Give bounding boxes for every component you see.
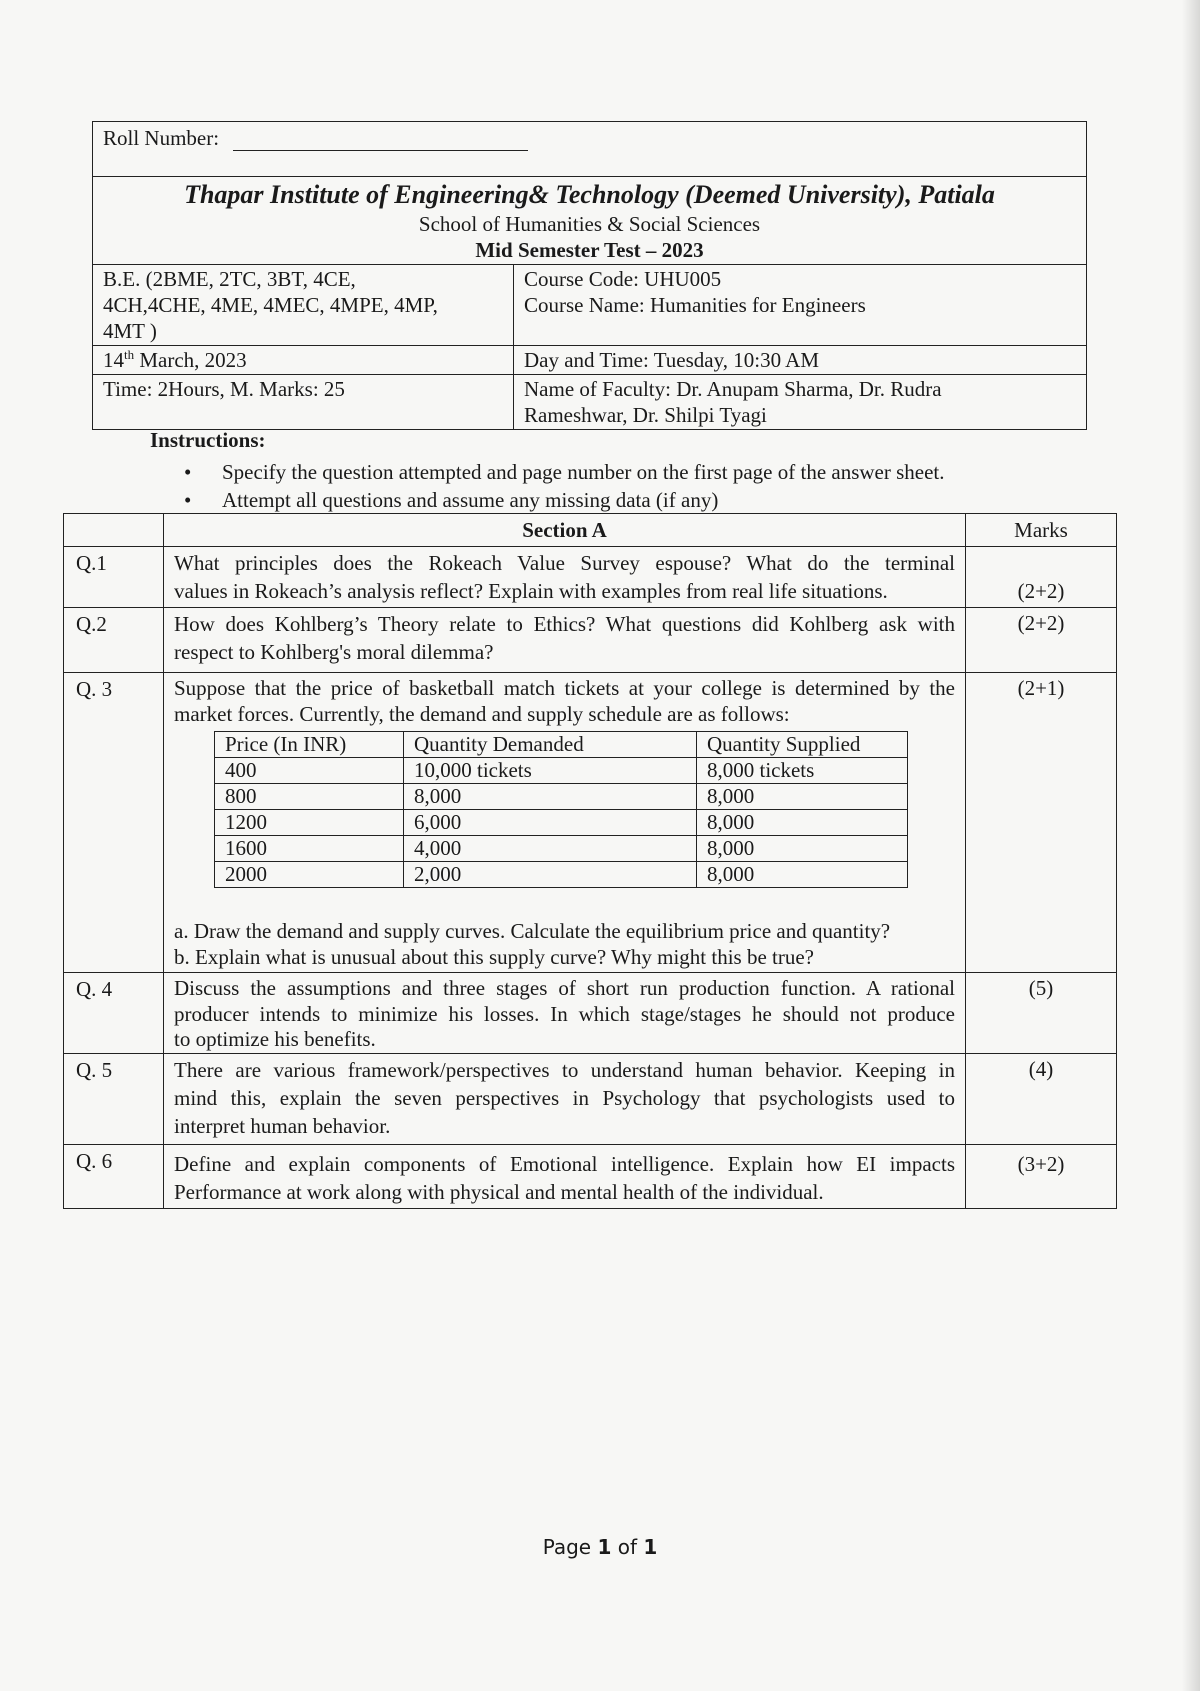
date-day: 14 — [103, 348, 124, 372]
price-cell: 1600 — [215, 836, 404, 862]
demand-cell: 4,000 — [404, 836, 697, 862]
faculty-line: Name of Faculty: Dr. Anupam Sharma, Dr. Rudra — [524, 377, 942, 401]
page-middle: of — [611, 1535, 644, 1559]
question-marks: (3+2) — [966, 1145, 1117, 1209]
question-text — [164, 1145, 966, 1209]
question-text — [164, 1054, 966, 1145]
time-marks-cell: Time: 2Hours, M. Marks: 25 — [93, 375, 514, 430]
question-line: interpret human behavior. — [174, 1114, 391, 1138]
marks-header: Marks — [966, 514, 1117, 547]
instruction-text: Attempt all questions and assume any missing data (if any) — [222, 488, 719, 512]
question-line: Performance at work along with physical and mental health of the individual. — [174, 1180, 824, 1204]
question-line: producer intends to minimize his losses. In which stage/stages he should not produce — [174, 1002, 955, 1026]
roll-number-label: Roll Number: — [103, 126, 220, 150]
instructions-list — [184, 458, 945, 514]
question-row-q3 — [64, 673, 1117, 973]
question-text — [164, 673, 966, 973]
course-name: Course Name: Humanities for Engineers — [524, 293, 866, 317]
schedule-row — [215, 862, 908, 888]
question-marks: (4) — [966, 1054, 1117, 1145]
schedule-header: Quantity Demanded — [404, 732, 697, 758]
question-parts — [174, 918, 955, 970]
question-line: market forces. Currently, the demand and supply schedule are as follows: — [174, 702, 790, 726]
qno-header — [64, 514, 164, 547]
page-total: 1 — [643, 1535, 658, 1559]
question-line: respect to Kohlberg's moral dilemma? — [174, 640, 494, 664]
demand-cell: 6,000 — [404, 810, 697, 836]
date-suffix: th — [124, 347, 135, 362]
schedule-row — [215, 784, 908, 810]
question-number: Q. 6 — [64, 1145, 164, 1209]
question-line: Suppose that the price of basketball match tickets at your college is determined by the — [174, 676, 955, 700]
section-header-row — [64, 514, 1117, 547]
question-number: Q. 4 — [64, 973, 164, 1054]
faculty-cell — [514, 375, 1087, 430]
info-row — [93, 375, 1086, 430]
demand-supply-table — [214, 731, 908, 888]
page-current: 1 — [597, 1535, 612, 1559]
date-rest: March, 2023 — [134, 348, 247, 372]
course-info-table — [93, 264, 1086, 429]
question-row-q2 — [64, 608, 1117, 673]
question-line: to optimize his benefits. — [174, 1027, 376, 1051]
schedule-row — [215, 758, 908, 784]
supply-cell: 8,000 — [697, 862, 908, 888]
question-text — [164, 608, 966, 673]
roll-number-blank — [233, 150, 528, 151]
demand-cell: 8,000 — [404, 784, 697, 810]
questions-table — [63, 513, 1117, 1209]
question-marks: (2+1) — [966, 673, 1117, 973]
instruction-text: Specify the question attempted and page number on the first page of the answer sheet. — [222, 460, 945, 484]
question-text — [164, 973, 966, 1054]
question-line: How does Kohlberg’s Theory relate to Ethics? What questions did Kohlberg ask with — [174, 612, 955, 636]
title-block — [93, 177, 1086, 264]
question-row-q6 — [64, 1145, 1117, 1209]
demand-cell: 2,000 — [404, 862, 697, 888]
school-name: School of Humanities & Social Sciences — [418, 212, 761, 236]
supply-cell: 8,000 — [697, 810, 908, 836]
scan-edge-shadow — [1182, 0, 1200, 1691]
instructions-title: Instructions: — [150, 428, 266, 452]
info-row — [93, 265, 1086, 346]
test-title: Mid Semester Test – 2023 — [475, 238, 704, 262]
schedule-header-row — [215, 732, 908, 758]
programs-cell — [93, 265, 514, 346]
schedule-row — [215, 836, 908, 862]
question-line: values in Rokeach’s analysis reflect? Explain with examples from real life situations. — [174, 579, 888, 603]
faculty-line: Rameshwar, Dr. Shilpi Tyagi — [524, 403, 767, 427]
price-cell: 2000 — [215, 862, 404, 888]
question-row-q1 — [64, 547, 1117, 608]
question-row-q5 — [64, 1054, 1117, 1145]
page-number — [0, 1535, 1200, 1559]
roll-number-row — [93, 122, 1086, 177]
instruction-item — [184, 458, 945, 486]
question-part: a. Draw the demand and supply curves. Calculate the equilibrium price and quantity? — [174, 919, 891, 943]
programs-line: 4CH,4CHE, 4ME, 4MEC, 4MPE, 4MP, — [103, 293, 438, 317]
date-cell — [93, 346, 514, 375]
supply-cell: 8,000 tickets — [697, 758, 908, 784]
price-cell: 800 — [215, 784, 404, 810]
question-part: b. Explain what is unusual about this supply curve? Why might this be true? — [174, 945, 815, 969]
question-marks: (2+2) — [966, 547, 1117, 608]
day-time-cell: Day and Time: Tuesday, 10:30 AM — [514, 346, 1087, 375]
question-line: Discuss the assumptions and three stages of short run production function. A rational — [174, 976, 955, 1000]
question-number: Q. 3 — [64, 673, 164, 973]
instruction-item — [184, 486, 945, 514]
demand-cell: 10,000 tickets — [404, 758, 697, 784]
question-number: Q.1 — [64, 547, 164, 608]
question-line: Define and explain components of Emotional intelligence. Explain how EI impacts — [174, 1152, 955, 1176]
programs-line: B.E. (2BME, 2TC, 3BT, 4CE, — [103, 267, 356, 291]
question-text — [164, 547, 966, 608]
course-code: Course Code: UHU005 — [524, 267, 722, 291]
question-line: mind this, explain the seven perspectives in Psychology that psychologists used to — [174, 1086, 955, 1110]
bullet-icon: • — [184, 460, 192, 484]
question-line: There are various framework/perspectives to understand human behavior. Keeping in — [174, 1058, 955, 1082]
supply-cell: 8,000 — [697, 784, 908, 810]
section-title: Section A — [164, 514, 966, 547]
programs-line: 4MT ) — [103, 319, 157, 343]
supply-cell: 8,000 — [697, 836, 908, 862]
question-number: Q.2 — [64, 608, 164, 673]
page-prefix: Page — [542, 1535, 598, 1559]
price-cell: 400 — [215, 758, 404, 784]
course-cell — [514, 265, 1087, 346]
question-marks: (2+2) — [966, 608, 1117, 673]
question-number: Q. 5 — [64, 1054, 164, 1145]
header-box — [92, 121, 1087, 430]
price-cell: 1200 — [215, 810, 404, 836]
schedule-header: Quantity Supplied — [697, 732, 908, 758]
institute-name: Thapar Institute of Engineering& Technology (Deemed University), Patiala — [184, 180, 995, 209]
question-marks: (5) — [966, 973, 1117, 1054]
schedule-row — [215, 810, 908, 836]
question-row-q4 — [64, 973, 1117, 1054]
schedule-header: Price (In INR) — [215, 732, 404, 758]
bullet-icon: • — [184, 488, 192, 512]
info-row — [93, 346, 1086, 375]
question-line: What principles does the Rokeach Value Survey espouse? What do the terminal — [174, 551, 955, 575]
